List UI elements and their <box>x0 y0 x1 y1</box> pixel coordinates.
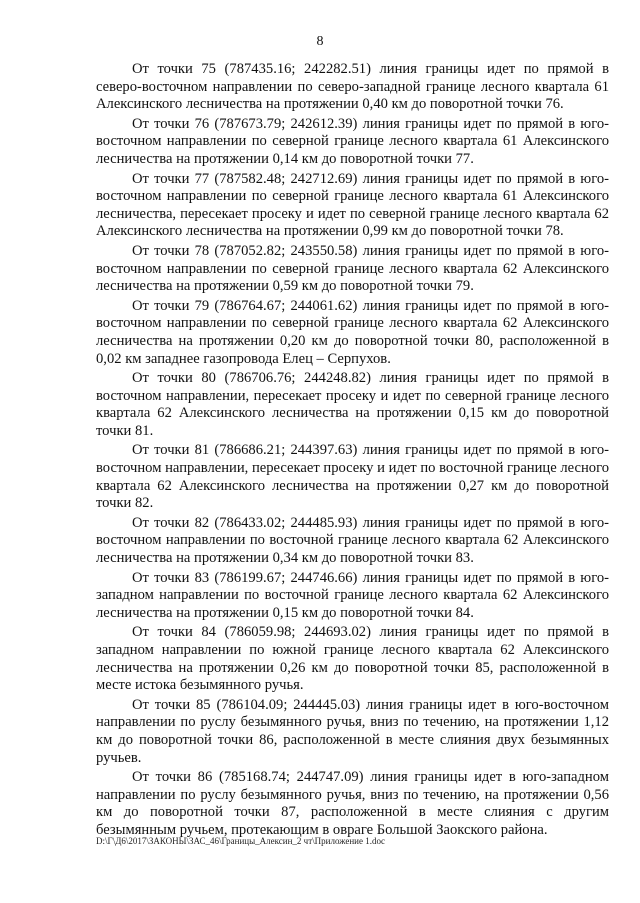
boundary-paragraph-83: От точки 83 (786199.67; 244746.66) линия границы идет по прямой в юго-западном направлении по восточной границе лесного квартала 62 Алексинского лесничества на протяжении 0,15 км до поворотной точки 84. <box>96 569 609 621</box>
boundary-paragraph-79: От точки 79 (786764.67; 244061.62) линия границы идет по прямой в юго-восточном направлении по северной границе лесного квартала 62 Алексинского лесничества на протяжении 0,20 км до поворотной точки 80, расположенной в 0,02 км западнее газопровода Елец – Серпухов. <box>96 297 609 367</box>
boundary-paragraph-78: От точки 78 (787052.82; 243550.58) линия границы идет по прямой в юго-восточном направлении по северной границе лесного квартала 62 Алексинского лесничества на протяжении 0,59 км до поворотной точки 79. <box>96 242 609 295</box>
boundary-paragraph-84: От точки 84 (786059.98; 244693.02) линия границы идет по прямой в западном направлении по южной границе лесного квартала 62 Алексинского лесничества на протяжении 0,26 км до поворотной точки 85, расположенной в месте истока безымянного ручья. <box>96 624 609 694</box>
boundary-paragraph-81: От точки 81 (786686.21; 244397.63) линия границы идет по прямой в юго-восточном направлении, пересекает просеку и идет по восточной границе лесного квартала 62 Алексинского лесничества на протяжении 0,27 км до поворотной точки 82. <box>96 442 609 512</box>
file-path-footer: D:\Г\Д6\2017\ЗАКОНЫ\ЗАС_46\Границы_Алексин_2 чт\Приложение 1.doc <box>96 836 385 846</box>
boundary-paragraph-86: От точки 86 (785168.74; 244747.09) линия границы идет в юго-западном направлении по руслу безымянного ручья, вниз по течению, на протяжении 0,56 км до поворотной точки 87, расположенной в месте слияния с другим безымянным ручьем, протекающим в овраге Большой Заокского района. <box>96 769 609 838</box>
document-body <box>96 61 609 842</box>
boundary-paragraph-75: От точки 75 (787435.16; 242282.51) линия границы идет по прямой в северо-восточном направлении по северо-западной границе лесного квартала 61 Алексинского лесничества на протяжении 0,40 км до поворотной точки 76. <box>96 61 609 113</box>
boundary-paragraph-82: От точки 82 (786433.02; 244485.93) линия границы идет по прямой в юго-восточном направлении по восточной границе лесного квартала 62 Алексинского лесничества на протяжении 0,34 км до поворотной точки 83. <box>96 514 609 567</box>
boundary-paragraph-85: От точки 85 (786104.09; 244445.03) линия границы идет в юго-восточном направлении по руслу безымянного ручья, вниз по течению, на протяжении 1,12 км до поворотной точки 86, расположенной в месте слияния двух безымянных ручьев. <box>96 696 609 766</box>
boundary-paragraph-80: От точки 80 (786706.76; 244248.82) линия границы идет по прямой в восточном направлении, пересекает просеку и идет по северной границе лесного квартала 62 Алексинского лесничества на протяжении 0,15 км до поворотной точки 81. <box>96 370 609 439</box>
boundary-paragraph-77: От точки 77 (787582.48; 242712.69) линия границы идет по прямой в юго-восточном направлении по северной границе лесного квартала 61 Алексинского лесничества, пересекает просеку и идет по северной границе лесного квартала 62 Алексинского лесничества на протяжении 0,99 км до поворотной точки 78. <box>96 170 609 240</box>
page-number: 8 <box>316 34 324 49</box>
boundary-paragraph-76: От точки 76 (787673.79; 242612.39) линия границы идет по прямой в юго-восточном направлении по северной границе лесного квартала 61 Алексинского лесничества на протяжении 0,14 км до поворотной точки 77. <box>96 115 609 167</box>
